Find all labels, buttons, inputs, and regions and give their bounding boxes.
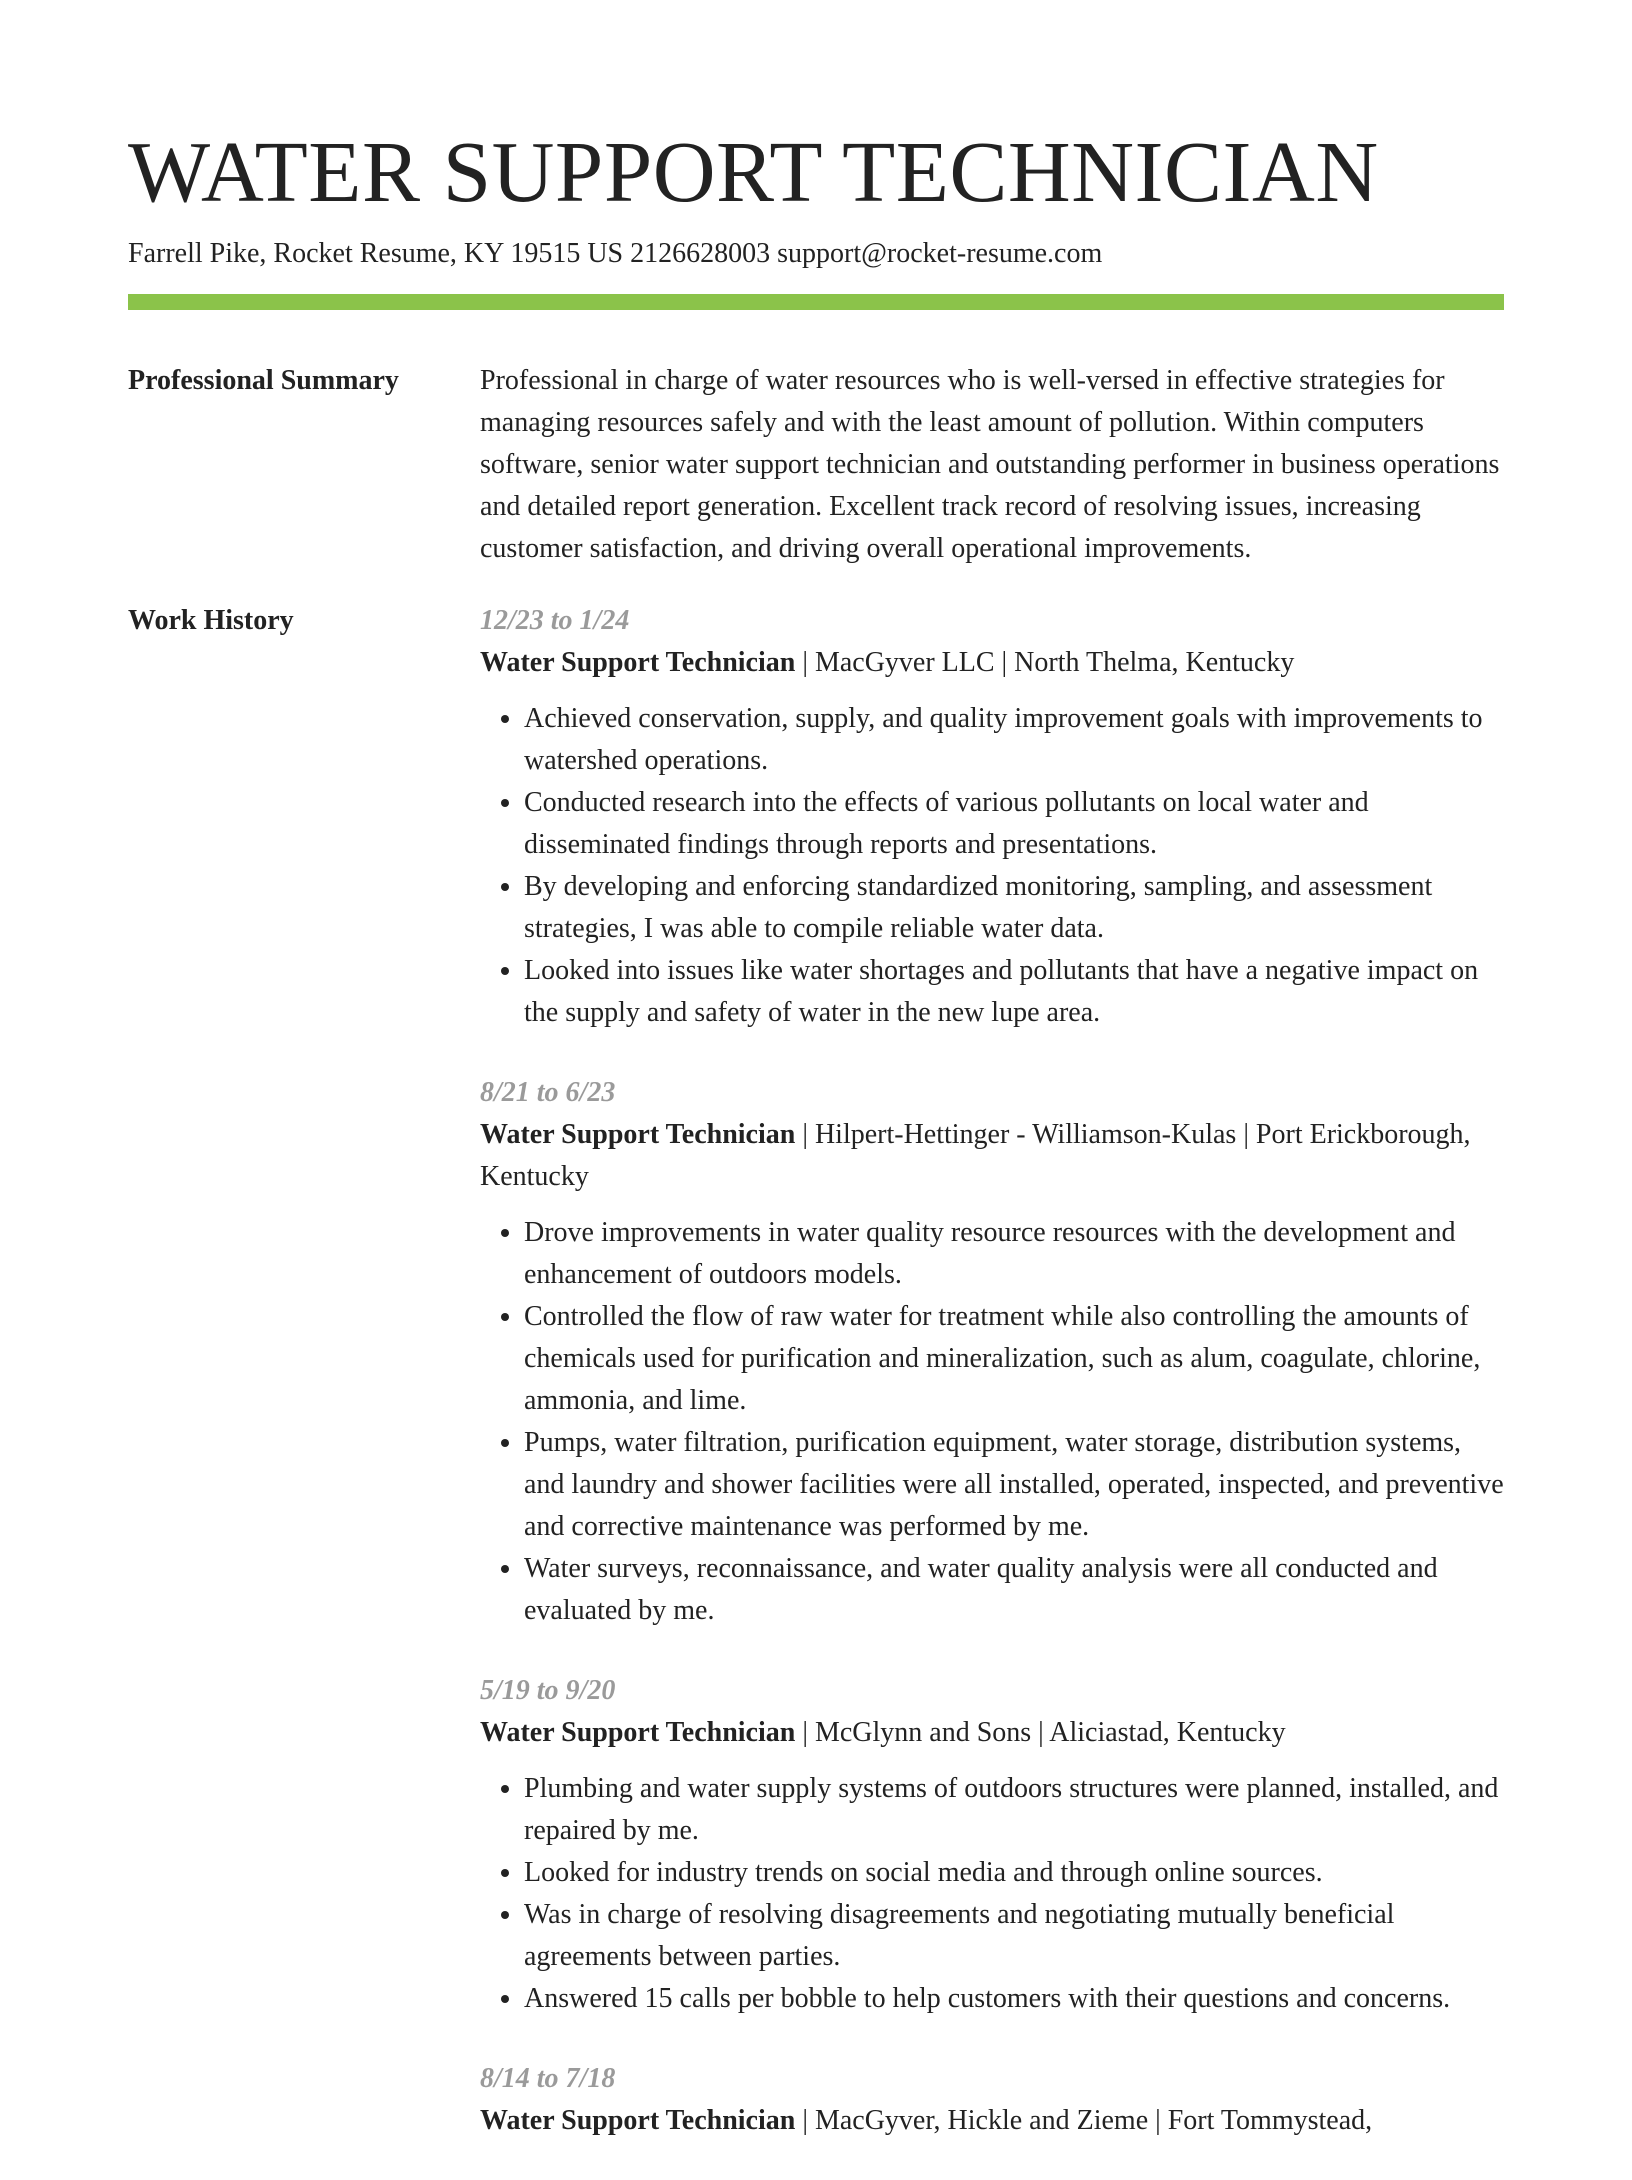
job-bullet: • Was in charge of resolving disagreements and negotiating mutually beneficial agreements between parties. (524, 1894, 1504, 1978)
job-bullets (480, 698, 1504, 1034)
job-heading: Water Support Technician | McGlynn and Sons | Aliciastad, Kentucky (480, 1717, 1286, 1748)
job-bullet: • Answered 15 calls per bobble to help customers with their questions and concerns. (524, 1978, 1504, 2020)
summary-text: Professional in charge of water resources who is well-versed in effective strategies for managing resources safely and with the least amount of pollution. Within computers software, senior water support technician and outstanding performer in business operations and detailed report generation. Excellent track record of resolving issues, increasing customer satisfaction, and driving overall operational improvements. (480, 365, 1500, 564)
job-bullet: • Looked into issues like water shortages and pollutants that have a negative impact on the supply and safety of water in the new lupe area. (524, 950, 1504, 1034)
job-title: Water Support Technician (480, 1717, 796, 1748)
job-bullet: • By developing and enforcing standardized monitoring, sampling, and assessment strategies, I was able to compile reliable water data. (524, 866, 1504, 950)
job-bullet: • Conducted research into the effects of various pollutants on local water and disseminated findings through reports and presentations. (524, 782, 1504, 866)
job-bullets (480, 1768, 1504, 2020)
job-entry (480, 1072, 1504, 1632)
work-history-section (128, 600, 1504, 2180)
job-bullet: • Controlled the flow of raw water for treatment while also controlling the amounts of chemicals used for purification and mineralization, such as alum, coagulate, chlorine, ammonia, and lime. (524, 1296, 1504, 1422)
jobs-list (480, 600, 1504, 2180)
job-dates: 5/19 to 9/20 (480, 1675, 616, 1706)
job-bullet: • Achieved conservation, supply, and quality improvement goals with improvements to watershed operations. (524, 698, 1504, 782)
job-company: McGlynn and Sons (814, 1717, 1032, 1748)
job-company: MacGyver LLC (814, 647, 995, 678)
job-location: Port Erickborough, Kentucky (480, 1119, 1471, 1192)
resume-page (128, 118, 1504, 2180)
job-location: Fort Tommystead, (1167, 2105, 1373, 2136)
job-bullet: • Looked for industry trends on social media and through online sources. (524, 1852, 1504, 1894)
job-company: MacGyver, Hickle and Zieme (814, 2105, 1149, 2136)
job-entry (480, 600, 1504, 1034)
job-dates: 8/21 to 6/23 (480, 1077, 616, 1108)
job-company: Hilpert-Hettinger - Williamson-Kulas (814, 1119, 1237, 1150)
job-dates: 12/23 to 1/24 (480, 605, 630, 636)
job-bullet: • Plumbing and water supply systems of outdoors structures were planned, installed, and repaired by me. (524, 1768, 1504, 1852)
job-title: Water Support Technician (480, 647, 796, 678)
job-entry (480, 2058, 1504, 2142)
job-bullet: • Water surveys, reconnaissance, and water quality analysis were all conducted and evaluated by me. (524, 1548, 1504, 1632)
job-entry (480, 1670, 1504, 2020)
job-location: Aliciastad, Kentucky (1049, 1717, 1286, 1748)
resume-title: WATER SUPPORT TECHNICIAN (128, 123, 1379, 220)
professional-summary-section (128, 360, 1504, 570)
job-location: North Thelma, Kentucky (1014, 647, 1295, 678)
job-dates: 8/14 to 7/18 (480, 2063, 616, 2094)
job-heading: Water Support Technician | MacGyver LLC | North Thelma, Kentucky (480, 647, 1295, 678)
job-title: Water Support Technician (480, 1119, 796, 1150)
job-bullet: • Pumps, water filtration, purification equipment, water storage, distribution systems, and laundry and shower facilities were all installed, operated, inspected, and preventive and corrective maintenance was performed by me. (524, 1422, 1504, 1548)
contact-line: Farrell Pike, Rocket Resume, KY 19515 US 2126628003 support@rocket-resume.com (128, 238, 1103, 269)
section-label-work-history: Work History (128, 605, 294, 636)
job-title: Water Support Technician (480, 2105, 796, 2136)
job-heading: Water Support Technician | MacGyver, Hickle and Zieme | Fort Tommystead, (480, 2105, 1373, 2136)
job-heading: Water Support Technician | Hilpert-Hettinger - Williamson-Kulas | Port Erickborough, Kentucky (480, 1119, 1471, 1192)
section-label-summary: Professional Summary (128, 365, 399, 396)
job-bullets (480, 1212, 1504, 1632)
accent-divider (128, 294, 1504, 310)
job-bullet: • Drove improvements in water quality resource resources with the development and enhancement of outdoors models. (524, 1212, 1504, 1296)
